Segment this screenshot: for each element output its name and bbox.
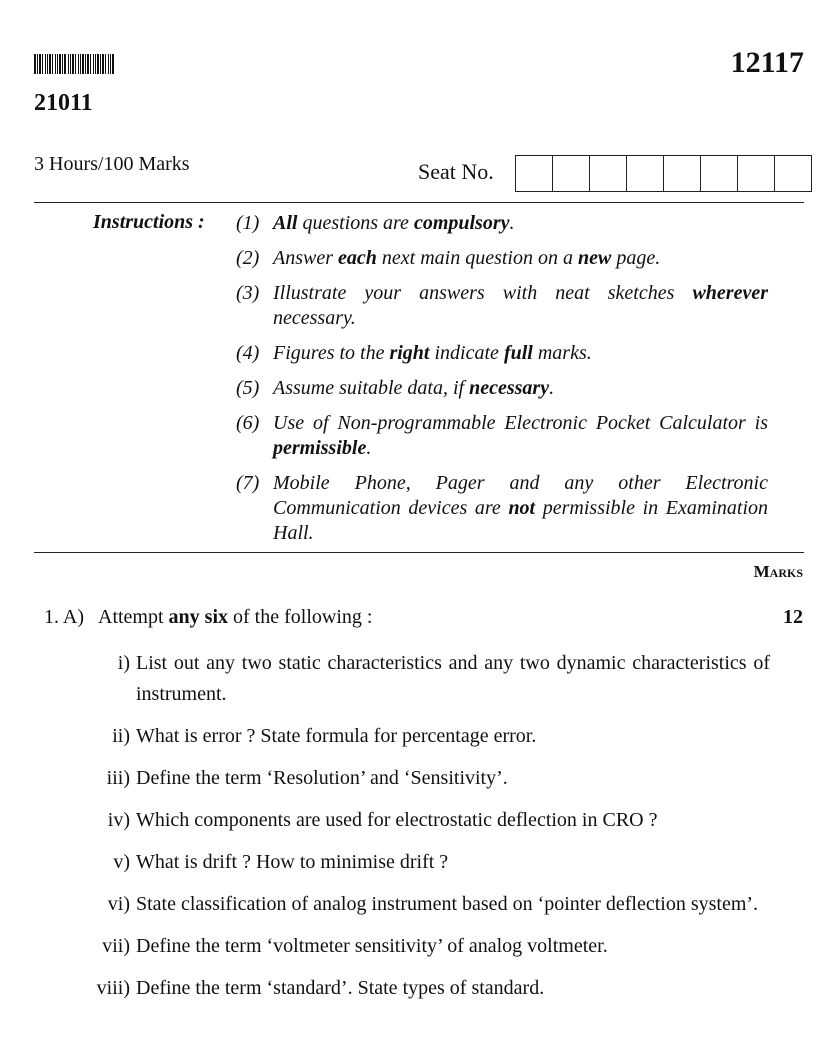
instruction-number: (7) [236,472,260,494]
instruction-number: (1) [236,212,260,234]
instruction-item [236,246,768,271]
sub-question-number: v) [113,851,130,873]
instruction-number: (4) [236,342,260,364]
question-prompt: Attempt any six of the following : [98,606,373,628]
sub-question [80,805,770,836]
instruction-number: (5) [236,377,260,399]
marks-column-header: Marks [753,562,803,581]
paper-code: 21011 [34,90,93,116]
seat-number-box [515,155,553,192]
seat-number-box [663,155,701,192]
sub-question [80,721,770,752]
sub-question-number: ii) [112,725,130,747]
instruction-item [236,341,768,366]
sub-question-text: Define the term ‘Resolution’ and ‘Sensitivity’. [136,767,508,789]
sub-question [80,889,770,920]
header-divider [34,202,804,203]
sub-question-text: State classification of analog instrument based on ‘pointer deflection system’. [136,893,759,915]
instruction-item [236,211,768,236]
seat-number-box [626,155,664,192]
seat-number-box [552,155,590,192]
seat-number-box [589,155,627,192]
instruction-text: Assume suitable data, if necessary. [273,377,555,399]
instructions-list [236,211,768,556]
sub-question [80,847,770,878]
instruction-text: Use of Non-programmable Electronic Pocket Calculator is permissible. [273,412,768,459]
instruction-text: Answer each next main question on a new page. [273,247,661,269]
instructions-divider [34,552,804,553]
instruction-item [236,471,768,546]
question-number: 1. A) [44,606,84,628]
sub-question-text: What is error ? State formula for percentage error. [136,725,537,747]
sub-question-text: Define the term ‘standard’. State types of standard. [136,977,545,999]
sub-question-number: iii) [106,767,130,789]
seat-number-box [737,155,775,192]
sub-question-text: Define the term ‘voltmeter sensitivity’ of analog voltmeter. [136,935,608,957]
seat-number-box [774,155,812,192]
instruction-item [236,376,768,401]
sub-question-number: vii) [102,935,130,957]
duration-marks: 3 Hours/100 Marks [34,153,190,175]
instruction-number: (6) [236,412,260,434]
sub-question-text: Which components are used for electrostatic deflection in CRO ? [136,809,658,831]
seat-number-box [700,155,738,192]
instruction-text: Illustrate your answers with neat sketches wherever necessary. [273,282,768,329]
seat-number-label: Seat No. [418,159,494,184]
instruction-item [236,411,768,461]
sub-question [80,763,770,794]
seat-number-boxes [516,155,812,192]
sub-question-number: vi) [107,893,130,915]
question-marks: 12 [783,606,803,628]
sub-question-number: viii) [96,977,130,999]
instruction-text: Figures to the right indicate full marks. [273,342,592,364]
sub-question [80,973,770,1004]
instruction-item [236,281,768,331]
sub-question [80,931,770,962]
instruction-text: Mobile Phone, Pager and any other Electronic Communication devices are not permissible in Examination Hall. [273,472,768,544]
instructions-label: Instructions : [93,211,205,233]
sub-question-text: What is drift ? How to minimise drift ? [136,851,449,873]
instruction-text: All questions are compulsory. [273,212,515,234]
sub-question-number: iv) [107,809,130,831]
sub-question-number: i) [117,652,130,674]
sub-question [80,648,770,710]
instruction-number: (3) [236,282,260,304]
barcode [34,54,154,74]
exam-code: 12117 [730,46,804,79]
instruction-number: (2) [236,247,260,269]
sub-question-text: List out any two static characteristics and any two dynamic characteristics of instrument. [136,652,770,705]
sub-question-list [80,648,770,1015]
